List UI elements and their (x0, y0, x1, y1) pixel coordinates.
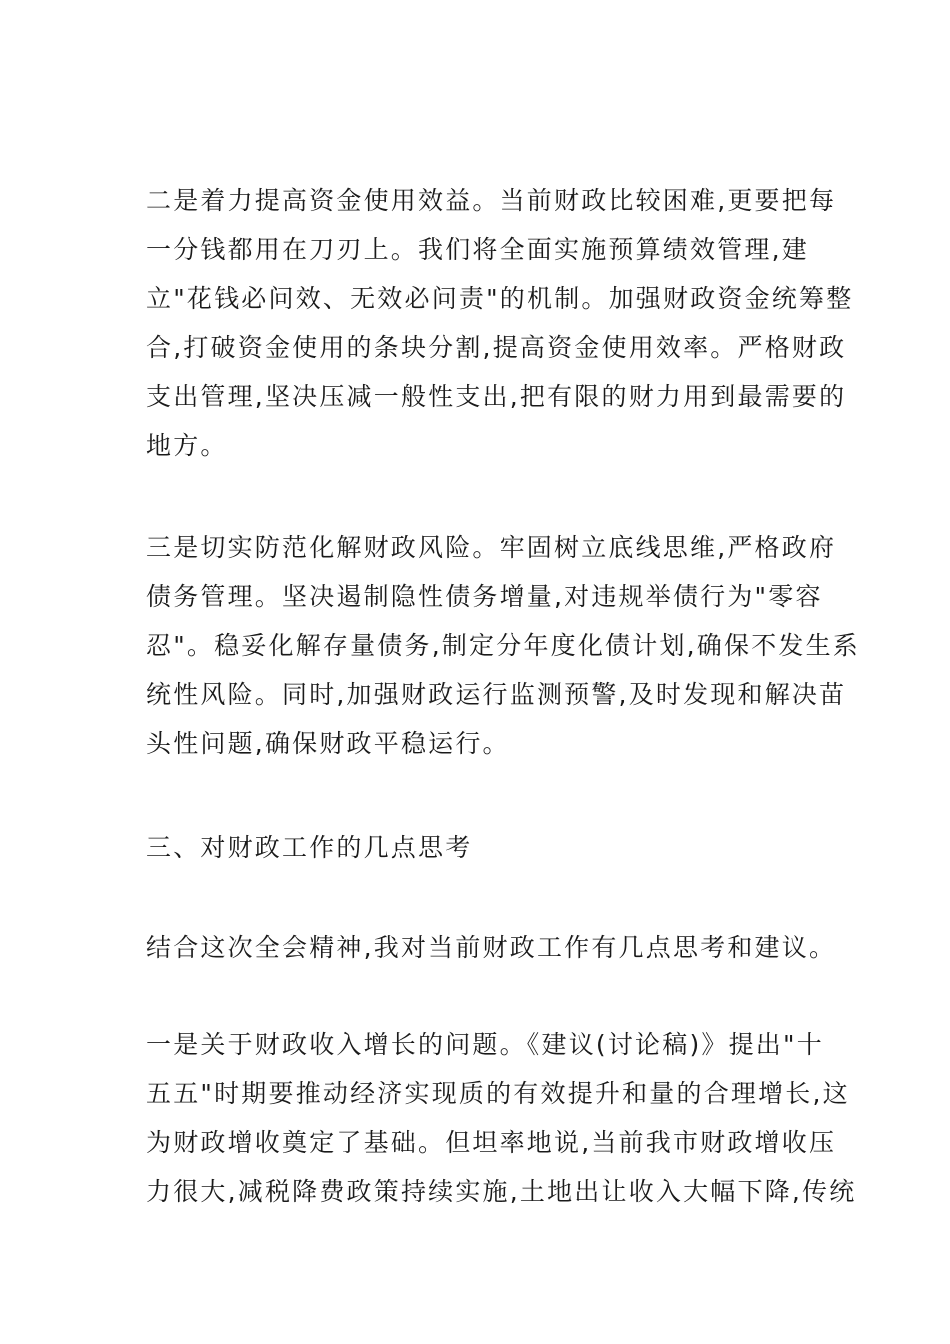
text-line: 力很大,减税降费政策持续实施,土地出让收入大幅下降,传统 (146, 1177, 857, 1206)
text-line: 合,打破资金使用的条块分割,提高资金使用效率。严格财政 (146, 333, 847, 362)
paragraph-fiscal-risk (146, 523, 860, 768)
text-line: 债务管理。坚决遏制隐性债务增量,对违规举债行为"零容 (146, 582, 823, 611)
text-line: 五五"时期要推动经济实现质的有效提升和量的合理增长,这 (146, 1079, 850, 1108)
text-line: 头性问题,确保财政平稳运行。 (146, 729, 510, 758)
section-heading (146, 823, 808, 872)
text-line: 一是关于财政收入增长的问题。《建议(讨论稿)》提出"十 (146, 1030, 824, 1059)
text-line: 为财政增收奠定了基础。但坦率地说,当前我市财政增收压 (146, 1128, 837, 1157)
text-line: 三是切实防范化解财政风险。牢固树立底线思维,严格政府 (146, 533, 837, 562)
text-line: 统性风险。同时,加强财政运行监测预警,及时发现和解决苗 (146, 680, 847, 709)
text-line: 一分钱都用在刀刃上。我们将全面实施预算绩效管理,建 (146, 235, 809, 264)
paragraph-fund-efficiency (146, 176, 854, 470)
text-line: 忍"。稳妥化解存量债务,制定分年度化债计划,确保不发生系 (146, 631, 860, 660)
text-line: 地方。 (146, 431, 228, 460)
paragraph-revenue-growth (146, 1020, 857, 1216)
text-line: 二是着力提高资金使用效益。当前财政比较困难,更要把每 (146, 186, 837, 215)
section-heading-text: 三、对财政工作的几点思考 (146, 833, 473, 862)
paragraph-intro (146, 923, 837, 972)
text-line: 结合这次全会精神,我对当前财政工作有几点思考和建议。 (146, 933, 837, 962)
text-line: 立"花钱必问效、无效必问责"的机制。加强财政资金统筹整 (146, 284, 854, 313)
text-line: 支出管理,坚决压减一般性支出,把有限的财力用到最需要的 (146, 382, 847, 411)
